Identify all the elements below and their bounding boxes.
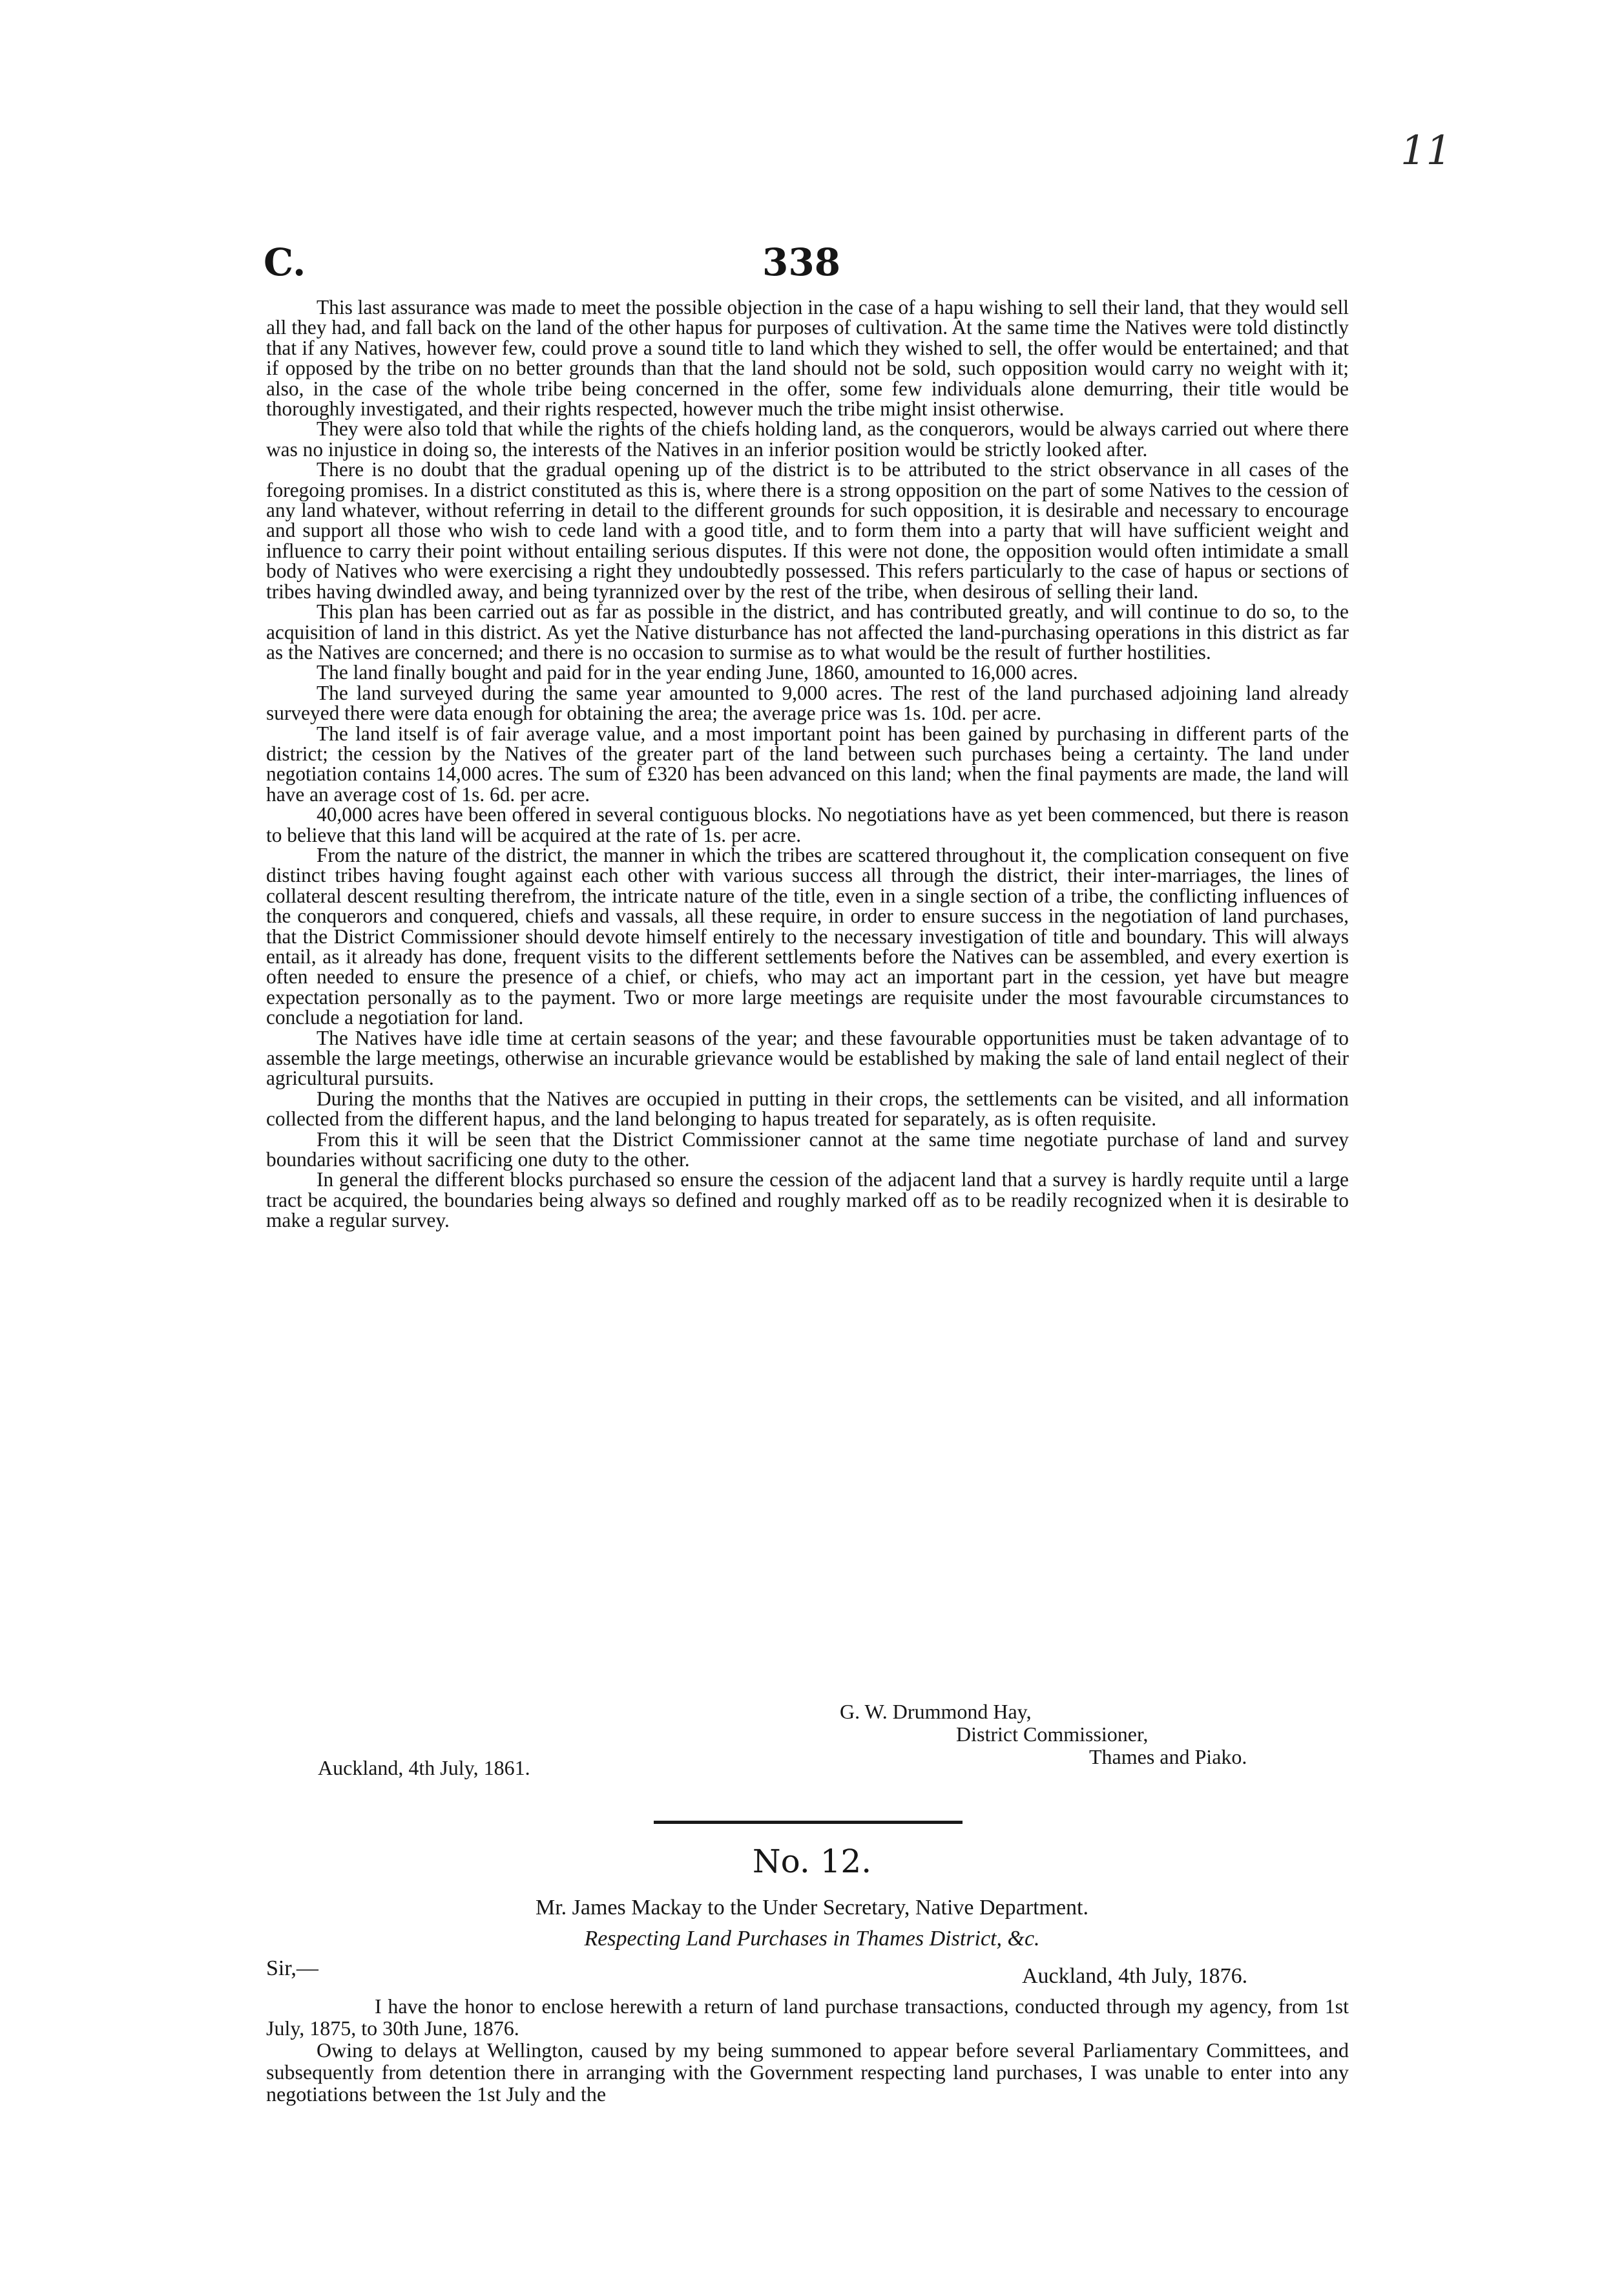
document-title: Mr. James Mackay to the Under Secretary, Native Department.	[536, 1896, 1088, 1920]
paragraph: They were also told that while the rights of the chiefs holding land, as the conquerors, would be always carried out where there was no injustice in doing so, the interests of the Natives in an inferior position would be strictly looked after.	[266, 417, 1349, 461]
signatory-district: Thames and Piako.	[1089, 1745, 1247, 1768]
margin-note: 11	[1400, 127, 1452, 174]
signatory-title: District Commissioner,	[956, 1722, 1149, 1746]
document-subtitle: Respecting Land Purchases in Thames District, &c.	[584, 1927, 1040, 1951]
paragraph: I have the honor to enclose herewith a return of land purchase transactions, conducted through my agency, from 1st July, 1875, to 30th June, 1876.	[266, 1994, 1349, 2040]
paragraph: 40,000 acres have been offered in several contiguous blocks. No negotiations have as yet been commenced, but there is reason to believe that this land will be acquired at the rate of 1s. per acre.	[266, 803, 1349, 846]
paragraph: The land surveyed during the same year amounted to 9,000 acres. The rest of the land purchased adjoining land already surveyed there were data enough for obtaining the area; the average price was 1s. 10d. per acre.	[266, 681, 1349, 725]
letter-dateline: Auckland, 4th July, 1876.	[1022, 1964, 1248, 1988]
paragraph: This last assurance was made to meet the possible objection in the case of a hapu wishing to sell their land, that they would sell all they had, and fall back on the land of the other hapus for purposes of cultivation. At the same time the Natives were told distinctly that if any Natives, however few, could prove a sound title to land which they wished to sell, the offer would be entertained; and that if opposed by the tribe on no better grounds than that the land should not be sold, such opposition would carry no weight with it; also, in the case of the whole tribe being concerned in the offer, some few individuals alone demurring, their title would be thoroughly investigated, and their rights respected, however much the tribe might insist otherwise.	[266, 296, 1349, 421]
signatory-name: G. W. Drummond Hay,	[840, 1700, 1032, 1723]
series-letter: C.	[264, 240, 306, 284]
signature-block	[840, 1701, 1292, 1768]
paragraph: During the months that the Natives are occupied in putting in their crops, the settlements can be visited, and all information collected from the different hapus, and the land belonging to hapus treated for separately, as is often requisite.	[266, 1087, 1349, 1131]
paragraph: The land finally bought and paid for in the year ending June, 1860, amounted to 16,000 acres.	[317, 661, 1078, 684]
letter-body	[266, 1995, 1349, 2105]
paragraph: From the nature of the district, the manner in which the tribes are scattered throughout it, the complication consequent on five distinct tribes having fought against each other with various success all through the district, their inter-marriages, the lines of collateral descent resulting therefrom, the intricate nature of the title, even in a single section of a tribe, the conflicting influences of the conquerors and conquered, chiefs and vassals, all these require, in order to ensure success in the negotiation of land purchases, that the District Commissioner should devote himself entirely to the necessary investigation of title and boundary. This will always entail, as it already has done, frequent visits to the different settlements before the Natives can be assembled, and every exertion is often needed to ensure the presence of a chief, or chiefs, who may act an important part in the cession, yet have but meagre expectation personally as to the payment. Two or more large meetings are requisite under the most favourable circumstances to conclude a negotiation for land.	[266, 843, 1349, 1029]
section-divider	[654, 1821, 963, 1824]
paragraph: From this it will be seen that the District Commissioner cannot at the same time negotiate purchase of land and survey boundaries without sacrificing one duty to the other.	[266, 1127, 1349, 1171]
report-body	[266, 297, 1349, 1231]
paragraph: Owing to delays at Wellington, caused by my being summoned to appear before several Parliamentary Committees, and subsequently from detention there in arranging with the Government respecting land purchases, I was unable to enter into any negotiations between the 1st July and the	[266, 2038, 1349, 2106]
paragraph: The Natives have idle time at certain seasons of the year; and these favourable opportunities must be taken advantage of to assemble the large meetings, otherwise an incurable grievance would be established by making the sale of land entail neglect of their agricultural pursuits.	[266, 1026, 1349, 1090]
paragraph: The land itself is of fair average value, and a most important point has been gained by purchasing in different parts of the district; the cession by the Natives of the greater part of the land between such purchases being a certainty. The land under negotiation contains 14,000 acres. The sum of £320 has been advanced on this land; when the final payments are made, the land will have an average cost of 1s. 6d. per acre.	[266, 722, 1349, 806]
paragraph: In general the different blocks purchased so ensure the cession of the adjacent land that a survey is hardly requite until a large tract be acquired, the boundaries being always so defined and roughly marked off as to be readily recognized when it is desirable to make a regular survey.	[266, 1168, 1349, 1232]
salutation: Sir,—	[266, 1956, 318, 1980]
place-date: Auckland, 4th July, 1861.	[318, 1756, 530, 1779]
document-number: No. 12.	[752, 1843, 872, 1880]
paragraph: There is no doubt that the gradual opening up of the district is to be attributed to the strict observance in all cases of the foregoing promises. In a district constituted as this is, where there is a strong opposition on the part of some Natives to the cession of any land whatever, without referring in detail to the different grounds for such opposition, it is desirable and necessary to encourage and support all those who wish to cede land with a good title, and to form them into a party that will have sufficient weight and influence to carry their point without entailing serious disputes. If this were not done, the opposition would often intimidate a small body of Natives who were exercising a right they undoubtedly possessed. This refers particularly to the case of hapus or sections of tribes having dwindled away, and being tyrannized over by the rest of the tribe, when desirous of selling their land.	[266, 458, 1349, 603]
paragraph: This plan has been carried out as far as possible in the district, and has contributed greatly, and will continue to do so, to the acquisition of land in this district. As yet the Native disturbance has not affected the land-purchasing operations in this district as far as the Natives are concerned; and there is no occasion to surmise as to what would be the result of further hostilities.	[266, 600, 1349, 664]
page-number: 338	[762, 240, 841, 284]
